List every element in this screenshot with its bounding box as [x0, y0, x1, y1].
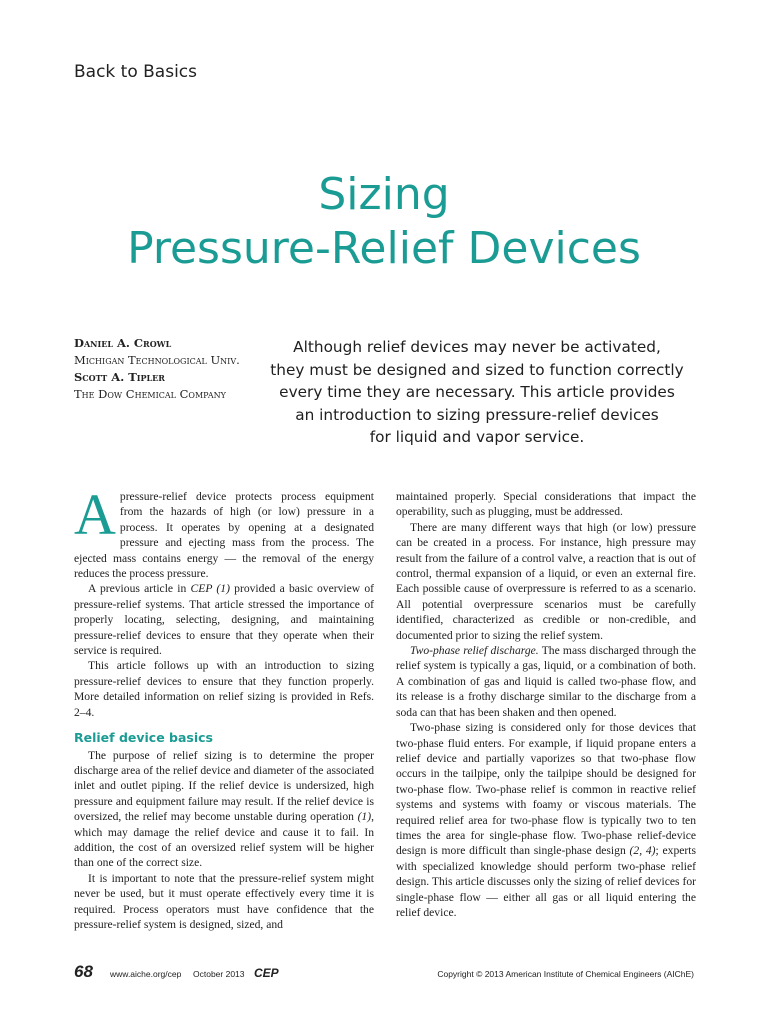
footer-magazine: CEP — [254, 966, 279, 980]
section-subhead: Relief device basics — [74, 730, 213, 746]
citation: CEP (1) — [190, 582, 230, 596]
footer-copyright: Copyright © 2013 American Institute of Chemical Engineers (AIChE) — [437, 969, 694, 979]
footer-issue: October 2013 — [193, 969, 245, 979]
body-paragraph — [396, 643, 696, 720]
article-title — [0, 168, 768, 276]
body-paragraph: It is important to note that the pressure-relief system might never be used, but it must operate effectively every time it is required. Process operators must have confidence that the pressure-relief system is designed, sized, and — [74, 871, 374, 931]
paragraph-text: provided a basic overview of pressure-relief systems. That article stressed the importance of properly locating, selecting, designing, and maintaining pressure-relief devices to ensure that they operate when their service is required. — [74, 582, 375, 658]
paragraph-text: A previous article in — [88, 582, 191, 596]
author-affiliation: The Dow Chemical Company — [74, 387, 226, 401]
dek-line: Although relief devices may never be activated, — [293, 338, 661, 356]
author-name: Daniel A. Crowl — [74, 336, 172, 350]
paragraph-text: pressure-relief device protects process equipment from the hazards of high (or low) pressure in a process. It operates by opening at a designated pressure and ejecting mass from the process. The ejected mass contains energy — the removal of the energy reduces the process pressure. — [74, 490, 374, 581]
dek-line: for liquid and vapor service. — [369, 428, 585, 446]
citation: (2, 4) — [629, 844, 656, 858]
body-paragraph: This article follows up with an introduction to sizing pressure-relief devices to ensure that they function properly. More detailed information on relief sizing is provided in Refs. 2–4. — [74, 659, 374, 719]
title-line-1: Sizing — [318, 169, 450, 220]
citation: (1) — [357, 810, 372, 824]
run-in-head: Two-phase relief discharge. — [410, 644, 539, 658]
title-line-2: Pressure-Relief Devices — [127, 223, 641, 274]
author-name: Scott A. Tipler — [74, 370, 165, 384]
paragraph-text: Two-phase sizing is considered only for those devices that two-phase fluid enters. For example, if liquid propane enters a relief device and partially vaporizes so that two-phase flow occurs in the tailpipe, only the tailpipe should be designed for two-phase flow. Two-phase relief is common in reactive relief systems and systems with foamy or viscous materials. The required relief area for two-phase flow is typically two to ten times the area for single-phase flow. Two-phase relief-device design is more difficult than single-phase design — [396, 721, 696, 858]
page-number: 68 — [74, 962, 93, 981]
footer-url: www.aiche.org/cep — [110, 969, 182, 979]
body-column-left — [74, 482, 375, 932]
body-paragraph — [396, 720, 696, 920]
paragraph-text: The purpose of relief sizing is to determine the proper discharge area of the relief device and diameter of the associated inlet and outlet piping. If the relief device is undersized, high pressure and equipment failure may result. If the relief device is oversized, the relief may become unstable during operation — [74, 748, 374, 824]
article-dek — [262, 336, 692, 449]
author-affiliation: Michigan Technological Univ. — [74, 353, 240, 367]
paragraph-text: The mass discharged through the relief system is typically a gas, liquid, or a combination of both. A combination of gas and liquid is called two-phase flow, and its release is a frothy discharge similar to the discharge from a soda can that has been shaken and then opened. — [396, 644, 696, 719]
body-paragraph — [74, 482, 374, 581]
dek-line: an introduction to sizing pressure-relief devices — [295, 405, 659, 424]
body-paragraph — [74, 748, 374, 871]
body-paragraph: There are many different ways that high (or low) pressure can be created in a process. For instance, high pressure may result from the failure of a control valve, a reaction that is out of control, thermal expansion of a liquid, or even an external fire. Each possible cause of overpressure is referred to as a scenario. All potential overpressure scenarios must be carefully identified, characterized as credible or non-credible, and documented prior to sizing the relief system. — [396, 520, 696, 642]
paragraph-text: , which may damage the relief device and cause it to fail. In addition, the cost of an oversized relief system will be higher than one of the correct size. — [74, 810, 374, 870]
section-label: Back to Basics — [74, 62, 198, 82]
body-column-right — [396, 489, 696, 920]
body-paragraph: maintained properly. Special considerations that impact the operability, such as plugging, must be addressed. — [396, 490, 696, 519]
dek-line: every time they are necessary. This article provides — [279, 383, 675, 401]
drop-cap: A — [74, 482, 116, 547]
body-paragraph — [74, 581, 374, 658]
paragraph-text: ; experts with specialized knowledge should perform two-phase relief design. This article discusses only the sizing of relief devices for single-phase flow — either all gas or all liquid entering the relief device. — [396, 844, 696, 919]
author-block — [74, 335, 240, 403]
dek-line: they must be designed and sized to function correctly — [270, 360, 684, 379]
page-footer — [74, 962, 694, 986]
